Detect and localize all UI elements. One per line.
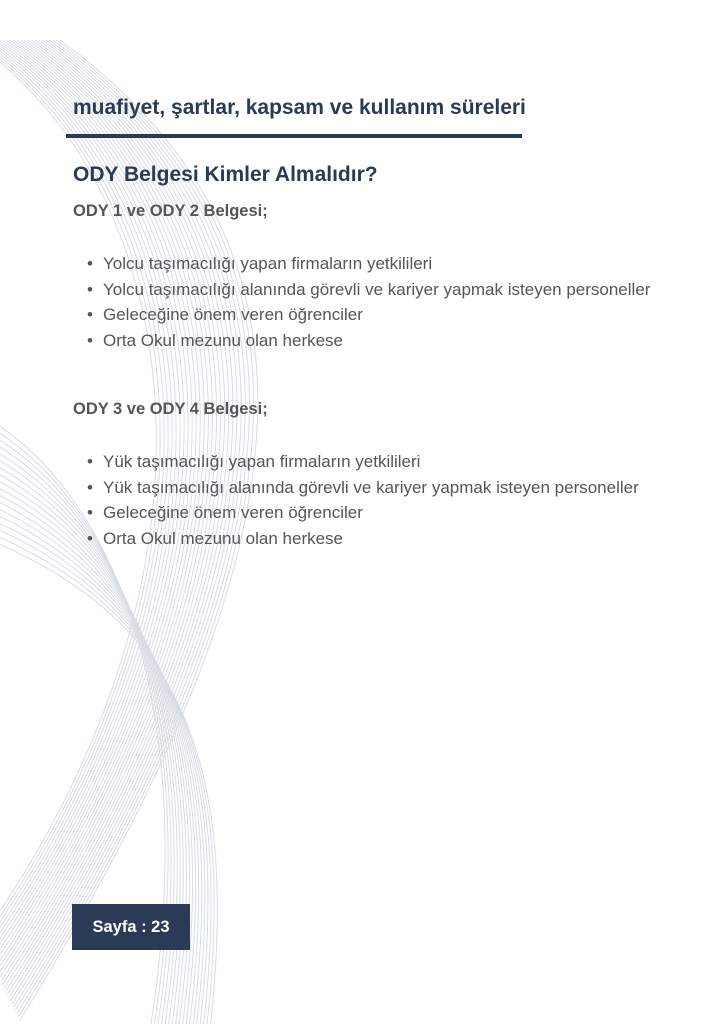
list-item-text: Yük taşımacılığı yapan firmaların yetkilileri <box>103 452 421 471</box>
list-item <box>87 302 663 328</box>
list-item-text: Yolcu taşımacılığı yapan firmaların yetkilileri <box>103 254 433 273</box>
page-number-label: Sayfa : 23 <box>92 917 170 936</box>
group-heading-ody-1-2: ODY 1 ve ODY 2 Belgesi; <box>73 202 268 220</box>
list-item-text: Orta Okul mezunu olan herkese <box>103 330 344 350</box>
bullet-icon: • <box>87 503 93 522</box>
bullet-list-ody-3-4 <box>87 449 663 551</box>
bullet-icon: • <box>87 477 93 497</box>
bullet-icon: • <box>87 330 93 350</box>
bullet-icon: • <box>87 279 93 299</box>
list-item-text: Orta Okul mezunu olan herkese <box>103 528 344 548</box>
decorative-curve <box>0 533 214 1024</box>
list-item <box>87 500 663 526</box>
title-underline <box>66 134 522 138</box>
section-heading: ODY Belgesi Kimler Almalıdır? <box>73 163 378 186</box>
list-item <box>87 277 663 303</box>
page-title: muafiyet, şartlar, kapsam ve kullanım süreleri <box>73 96 526 119</box>
decorative-curve <box>0 540 217 1024</box>
bullet-icon: • <box>87 305 93 324</box>
list-item-text: Geleceğine önem veren öğrenciler <box>103 305 363 324</box>
group-heading-ody-3-4: ODY 3 ve ODY 4 Belgesi; <box>73 400 268 418</box>
list-item-text: Yolcu taşımacılığı alanında görevli ve kariyer yapmak isteyen personeller <box>103 279 651 299</box>
bullet-icon: • <box>87 528 93 548</box>
list-item <box>87 526 663 552</box>
list-item <box>87 449 663 475</box>
bullet-list-ody-1-2 <box>87 251 663 353</box>
bullet-icon: • <box>87 254 93 273</box>
list-item-text: Yük taşımacılığı alanında görevli ve kariyer yapmak isteyen personeller <box>103 477 639 497</box>
list-item <box>87 251 663 277</box>
page-number-badge <box>72 904 190 950</box>
list-item <box>87 328 663 354</box>
list-item-text: Geleceğine önem veren öğrenciler <box>103 503 363 522</box>
bullet-icon: • <box>87 452 93 471</box>
list-item <box>87 475 663 501</box>
